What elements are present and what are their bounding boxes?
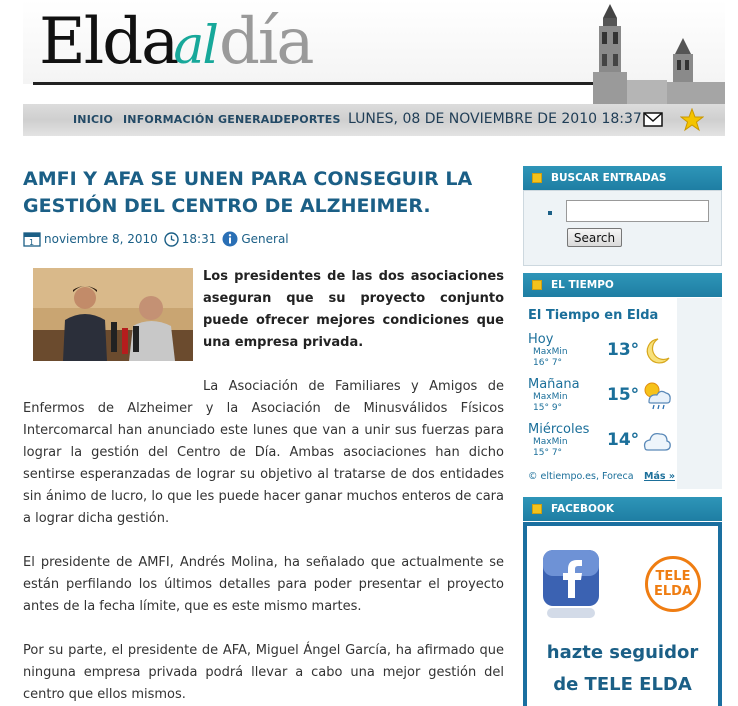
info-icon: [222, 231, 238, 247]
weather-maxmin-label: MaxMin: [533, 437, 568, 447]
star-icon[interactable]: [680, 108, 704, 132]
logo-part-elda: Elda: [39, 5, 178, 79]
sun-rain-icon: [640, 380, 672, 410]
search-input[interactable]: [566, 200, 709, 222]
post-lead: Los presidentes de las dos asociaciones aseguran que su proyecto conjunto puede ofrecer mejores condiciones que una empresa privada.: [203, 269, 504, 350]
search-widget-header: [523, 166, 722, 190]
weather-range: 16° 7°: [533, 358, 563, 368]
post-title[interactable]: AMFI Y AFA SE UNEN PARA CONSEGUIR LA GESTIÓN DEL CENTRO DE ALZHEIMER.: [23, 168, 473, 217]
facebook-widget-title: FACEBOOK: [551, 503, 614, 515]
nav-deportes[interactable]: DEPORTES: [274, 113, 341, 126]
cloud-icon: [640, 426, 672, 456]
weather-widget-header: [523, 273, 722, 297]
post-photo[interactable]: [33, 268, 193, 361]
weather-source[interactable]: © eltiempo.es, Foreca: [528, 471, 634, 482]
main-nav: [23, 104, 725, 136]
site-logo[interactable]: [39, 5, 313, 79]
calendar-icon: [23, 231, 41, 247]
logo-part-al: al: [173, 16, 217, 76]
search-widget-title: BUSCAR ENTRADAS: [551, 172, 667, 184]
weather-widget: [523, 298, 677, 489]
nav-inicio[interactable]: INICIO: [73, 113, 114, 126]
search-button[interactable]: Search: [567, 228, 622, 247]
bullet-icon: [548, 211, 552, 215]
facebook-widget[interactable]: [523, 522, 722, 706]
nav-informacion-general[interactable]: INFORMACIÓN GENERAL: [123, 113, 277, 126]
weather-day: Miércoles: [528, 422, 590, 437]
svg-text:1: 1: [29, 238, 35, 247]
bullet-square-icon: [532, 280, 542, 290]
current-date: LUNES, 08 DE NOVIEMBRE DE 2010 18:37: [348, 111, 642, 127]
tele-logo-line2: ELDA: [653, 584, 693, 599]
post-paragraph: Por su parte, el presidente de AFA, Miguel Ángel García, ha afirmado que ninguna empresa privada podrá llevar a cabo una mejor gestión del centro que ellos mismos.: [23, 643, 504, 702]
logo-part-dia: día: [218, 5, 313, 79]
tele-elda-logo: [645, 556, 701, 612]
weather-day: Hoy: [528, 332, 554, 347]
facebook-widget-header: [523, 497, 722, 521]
clock-icon: [164, 232, 179, 247]
weather-temp: 15°: [607, 385, 640, 405]
site-header: [23, 0, 725, 136]
tele-logo-line1: TELE: [655, 569, 691, 584]
post-time: 18:31: [181, 232, 217, 246]
weather-temp: 13°: [607, 340, 640, 360]
post-date: noviembre 8, 2010: [44, 232, 158, 246]
weather-heading[interactable]: El Tiempo en Elda: [528, 308, 659, 323]
weather-maxmin-label: MaxMin: [533, 347, 568, 357]
bullet-square-icon: [532, 504, 542, 514]
weather-day: Mañana: [528, 377, 580, 392]
facebook-cta-line2: de TELE ELDA: [553, 674, 692, 695]
weather-more-link[interactable]: Más »: [644, 471, 675, 482]
weather-widget-title: EL TIEMPO: [551, 279, 614, 291]
facebook-cta-line1: hazte seguidor: [546, 642, 699, 663]
moon-icon: [640, 336, 672, 366]
facebook-icon: [541, 548, 601, 620]
post-paragraph: La Asociación de Familiares y Amigos de Enfermos de Alzheimer y la Asociación de Minusválidos Físicos Intercomarcal han anunciado este lunes que van a unir sus fuerzas para lograr la gestión del Centro de Día. Ambas asociaciones han dicho sentirse esperanzadas de lograr su objetivo al tratarse de dos entidades sin ánimo de lucro, lo que les puede hacer ganar muchos enteros de cara a lograr dicha gestión.: [23, 379, 504, 526]
weather-range: 15° 9°: [533, 403, 563, 413]
weather-temp: 14°: [607, 430, 640, 450]
weather-widget-margin: [677, 298, 722, 489]
bullet-square-icon: [532, 173, 542, 183]
mail-icon[interactable]: [643, 112, 663, 127]
weather-maxmin-label: MaxMin: [533, 392, 568, 402]
facebook-banner[interactable]: [527, 526, 718, 706]
weather-range: 15° 7°: [533, 448, 563, 458]
church-tower-image: [583, 2, 725, 106]
post-paragraph: El presidente de AMFI, Andrés Molina, ha señalado que actualmente se están perfilando los últimos detalles para poder presentar el proyecto antes de la fecha límite, que es este mismo martes.: [23, 555, 504, 614]
post-category[interactable]: General: [241, 232, 289, 246]
post-meta: [23, 230, 289, 248]
